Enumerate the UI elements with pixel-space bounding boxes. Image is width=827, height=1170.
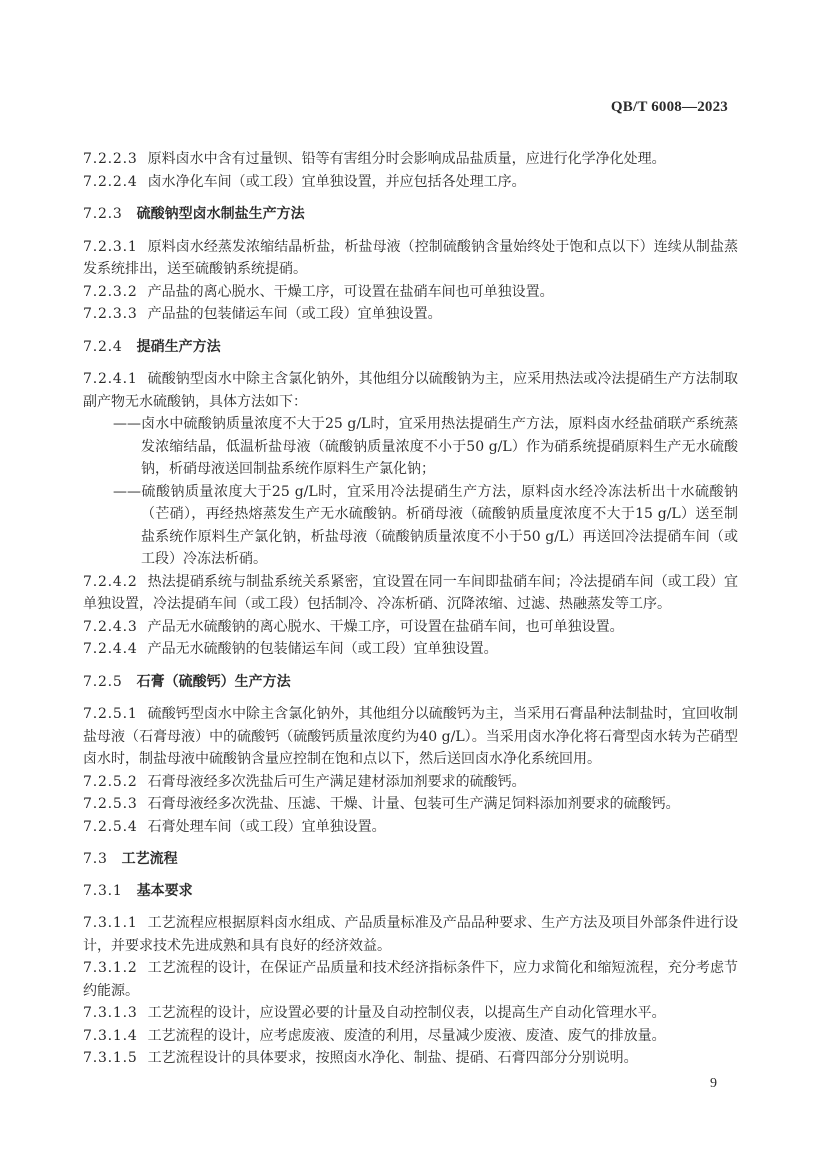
clause-text: 产品盐的离心脱水、干燥工序，可设置在盐硝车间也可单独设置。 (147, 283, 554, 300)
section-heading (83, 880, 738, 903)
section-spacer (83, 193, 738, 203)
document-code: QB/T 6008—2023 (610, 99, 728, 115)
clause-text: 石膏母液经多次洗盐、压滤、干燥、计量、包装可生产满足饲料添加剂要求的硫酸钙。 (147, 796, 680, 812)
section-spacer (83, 693, 738, 703)
clause-text: 工艺流程的设计，在保证产品质量和技术经济指标条件下，应力求简化和缩短流程，充分考虑节约能源。 (83, 960, 738, 999)
clause-paragraph (83, 171, 738, 194)
clause-paragraph (83, 1002, 738, 1025)
clause-number: 7.2.3.3 (83, 306, 138, 322)
section-title: 基本要求 (136, 882, 193, 899)
section-heading (83, 336, 738, 359)
clause-text: 硫酸钠型卤水中除主含氯化钠外，其他组分以硫酸钠为主，应采用热法或冷法提硝生产方法制取副产物无水硫酸钠，具体方法如下： (83, 371, 738, 410)
clause-text: 工艺流程设计的具体要求，按照卤水净化、制盐、提硝、石膏四部分分别说明。 (147, 1050, 638, 1066)
clause-paragraph (83, 793, 738, 816)
clause-number: 7.2.5.4 (83, 818, 138, 835)
clause-number: 7.2.5.2 (83, 773, 138, 790)
clause-text: 工艺流程的设计，应设置必要的计量及自动控制仪表，以提高生产自动化管理水平。 (147, 1005, 666, 1021)
list-item-text: 硫酸钠质量浓度大于25 g/L时，宜采用冷法提硝生产方法，原料卤水经冷冻法析出十水硫酸钠（芒硝），再经热熔蒸发生产无水硫酸钠。析硝母液（硫酸钠质量度浓度不大于15 g/L）送至制盐系统作原料生产氯化钠，析盐母液（硫酸钠质量浓度不小于50 g/L）再送回冷法提硝车间（或工段）冷冻法析硝。 (141, 483, 738, 567)
clause-number: 7.3.1.2 (83, 960, 138, 976)
page-number: 9 (710, 1076, 717, 1091)
dash-list-item (83, 481, 738, 571)
section-number: 7.2.5 (83, 673, 123, 690)
clause-paragraph (83, 638, 738, 661)
list-dash: —— (113, 483, 141, 500)
clause-paragraph (83, 571, 738, 616)
clause-number: 7.3.1.3 (83, 1005, 138, 1021)
clause-number: 7.2.4.2 (83, 573, 138, 590)
clause-text: 石膏处理车间（或工段）宜单独设置。 (147, 818, 386, 835)
clause-number: 7.2.5.3 (83, 796, 138, 812)
clause-number: 7.2.4.4 (83, 641, 138, 657)
clause-text: 卤水净化车间（或工段）宜单独设置，并应包括各处理工序。 (147, 173, 526, 190)
clause-paragraph (83, 1047, 738, 1070)
clause-number: 7.2.2.4 (83, 173, 138, 190)
clause-paragraph (83, 281, 738, 304)
clause-number: 7.2.2.3 (83, 151, 138, 167)
clause-paragraph (83, 303, 738, 326)
section-number: 7.3.1 (83, 882, 123, 899)
clause-paragraph (83, 1025, 738, 1048)
section-title: 工艺流程 (121, 851, 178, 867)
section-number: 7.2.3 (83, 206, 123, 222)
clause-number: 7.3.1.5 (83, 1050, 138, 1066)
section-spacer (83, 226, 738, 236)
clause-text: 石膏母液经多次洗盐后可生产满足建材添加剂要求的硫酸钙。 (147, 773, 526, 790)
clause-number: 7.2.3.1 (83, 238, 138, 255)
clause-text: 工艺流程应根据原料卤水组成、产品质量标准及产品品种要求、生产方法及项目外部条件进行设计，并要求技术先进成熟和具有良好的经济效益。 (83, 915, 738, 954)
clause-text: 原料卤水中含有过量钡、铅等有害组分时会影响成品盐质量，应进行化学净化处理。 (147, 151, 666, 167)
clause-text: 产品无水硫酸钠的包装储运车间（或工段）宜单独设置。 (147, 641, 498, 657)
clause-number: 7.2.3.2 (83, 283, 138, 300)
list-item-text: 卤水中硫酸钠质量浓度不大于25 g/L时，宜采用热法提硝生产方法，原料卤水经盐硝联产系统蒸发浓缩结晶，低温析盐母液（硫酸钠质量浓度不小于50 g/L）作为硝系统提硝原料生产无水硫酸钠，析硝母液送回制盐系统作原料生产氯化钠； (141, 416, 738, 477)
section-spacer (83, 358, 738, 368)
list-dash: —— (113, 416, 141, 432)
clause-text: 产品盐的包装储运车间（或工段）宜单独设置。 (147, 306, 442, 322)
clause-paragraph (83, 957, 738, 1002)
clause-number: 7.3.1.1 (83, 915, 138, 931)
clause-paragraph (83, 703, 738, 771)
clause-paragraph (83, 616, 738, 639)
clause-paragraph (83, 912, 738, 957)
clause-paragraph (83, 771, 738, 794)
section-spacer (83, 661, 738, 671)
clause-paragraph (83, 368, 738, 413)
clause-paragraph (83, 236, 738, 281)
clause-number: 7.3.1.4 (83, 1027, 138, 1044)
section-spacer (83, 871, 738, 880)
clause-number: 7.2.4.3 (83, 618, 138, 635)
section-number: 7.2.4 (83, 338, 123, 355)
section-heading (83, 671, 738, 694)
section-title: 石膏（硫酸钙）生产方法 (136, 673, 291, 690)
dash-list-item (83, 413, 738, 481)
clause-text: 产品无水硫酸钠的离心脱水、干燥工序，可设置在盐硝车间，也可单独设置。 (147, 618, 624, 635)
section-title: 提硝生产方法 (136, 338, 221, 355)
clause-paragraph (83, 816, 738, 839)
section-number: 7.3 (83, 851, 108, 867)
section-spacer (83, 326, 738, 336)
section-spacer (83, 902, 738, 912)
section-spacer (83, 838, 738, 848)
section-heading (83, 203, 738, 226)
section-title: 硫酸钠型卤水制盐生产方法 (136, 206, 305, 222)
clause-number: 7.2.5.1 (83, 706, 138, 722)
clause-text: 工艺流程的设计，应考虑废液、废渣的利用，尽量减少废液、废渣、废气的排放量。 (147, 1027, 666, 1044)
section-heading (83, 848, 738, 871)
clause-text: 热法提硝系统与制盐系统关系紧密，宜设置在同一车间即盐硝车间；冷法提硝车间（或工段）宜单独设置，冷法提硝车间（或工段）包括制冷、冷冻析硝、沉降浓缩、过滤、热融蒸发等工序。 (83, 573, 738, 612)
clause-text: 原料卤水经蒸发浓缩结晶析盐，析盐母液（控制硫酸钠含量始终处于饱和点以下）连续从制盐蒸发系统排出，送至硫酸钠系统提硝。 (83, 238, 738, 277)
clause-paragraph (83, 148, 738, 171)
clause-text: 硫酸钙型卤水中除主含氯化钠外，其他组分以硫酸钙为主，当采用石膏晶种法制盐时，宜回收制盐母液（石膏母液）中的硫酸钙（硫酸钙质量浓度约为40 g/L）。当采用卤水净化将石膏型卤水转为芒硝型卤水时，制盐母液中硫酸钠含量应控制在饱和点以下，然后送回卤水净化系统回用。 (83, 706, 738, 767)
document-body (83, 148, 738, 1070)
clause-number: 7.2.4.1 (83, 371, 138, 387)
